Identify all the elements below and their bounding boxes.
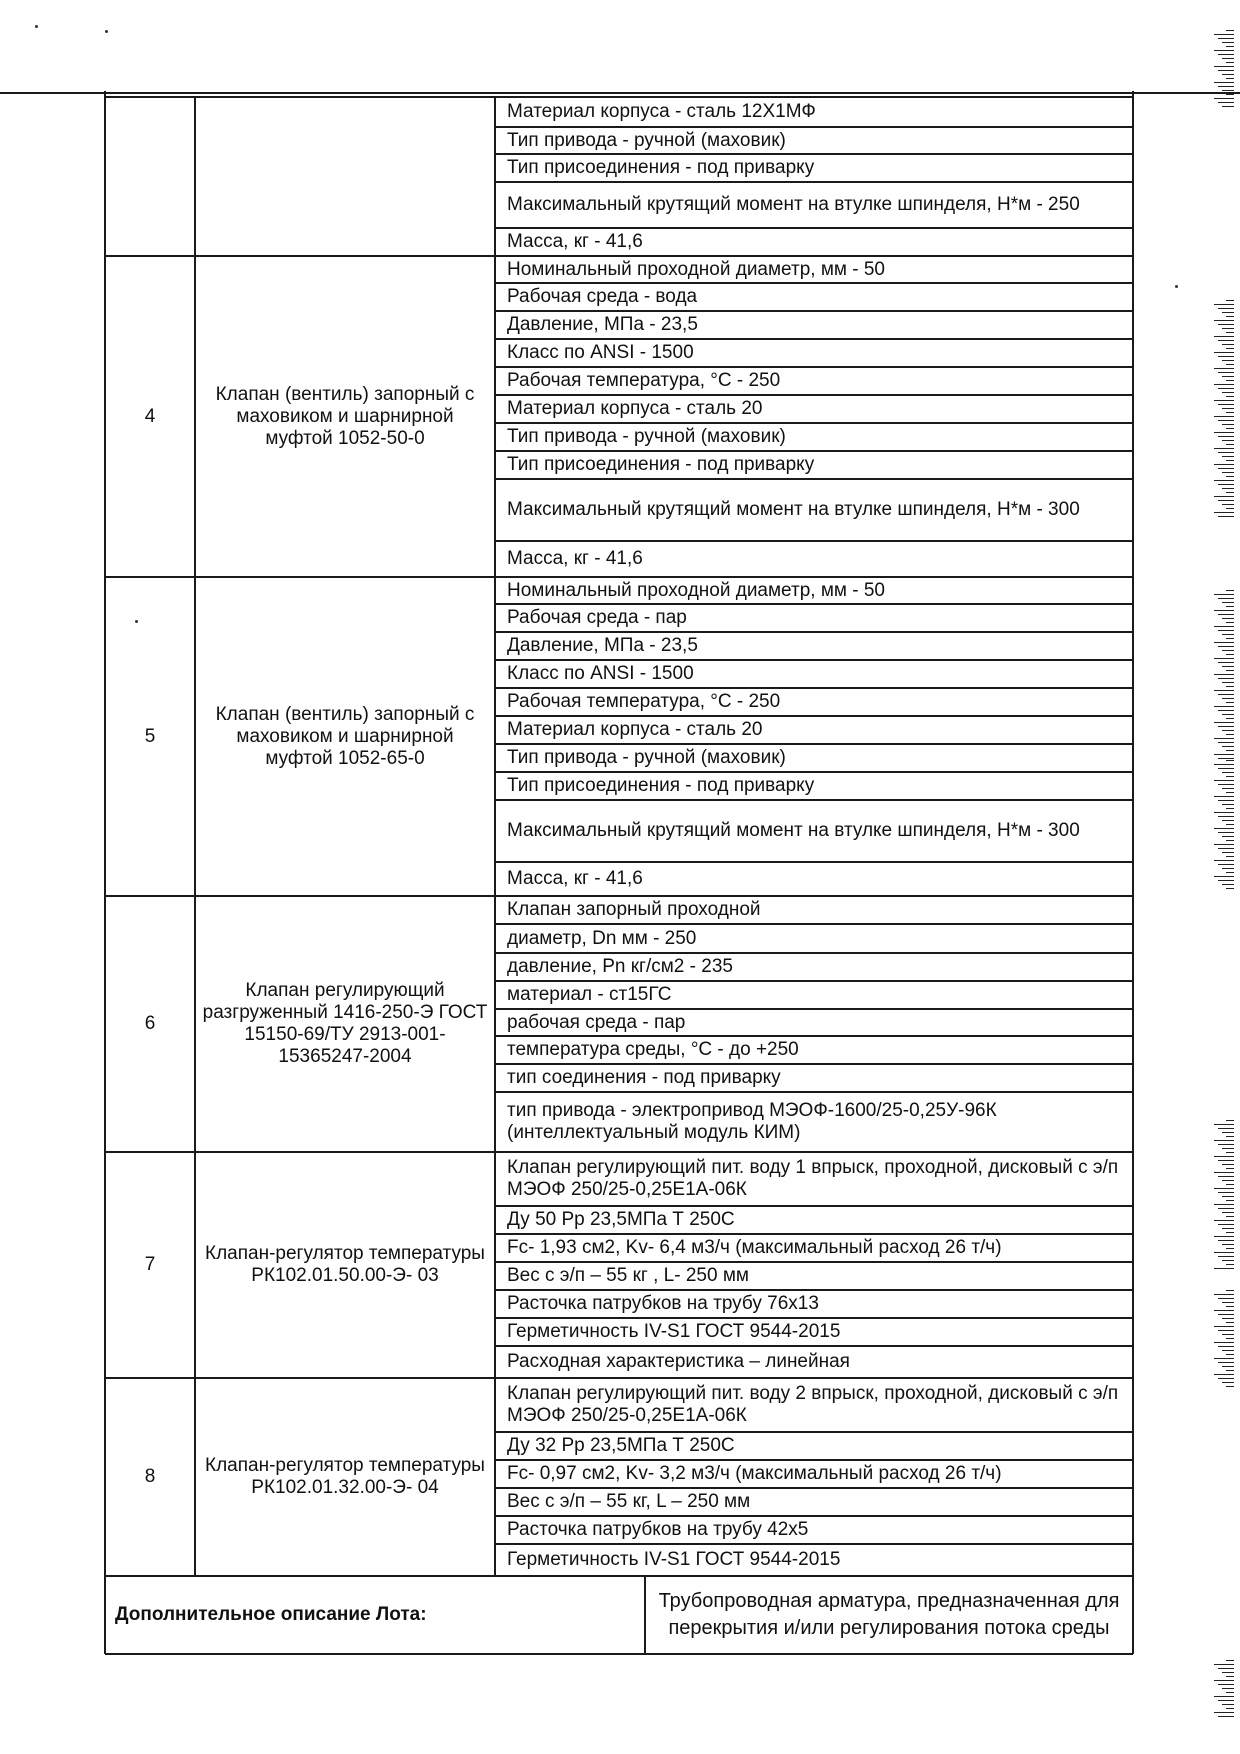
parameter-cell: давление, Pn кг/см2 - 235 (507, 956, 733, 977)
item-name: Клапан-регулятор температуры РК102.01.50.00-Э- 03 (205, 1243, 485, 1286)
row-rule (105, 1377, 1133, 1379)
scan-barcode-mark (1210, 760, 1234, 890)
parameter-cell: Масса, кг - 41,6 (507, 231, 643, 252)
parameter-cell: Номинальный проходной диаметр, мм - 50 (507, 258, 885, 280)
parameter-cell: Вес с э/п – 55 кг, L – 250 мм (507, 1491, 751, 1512)
row-rule (105, 255, 1133, 257)
parameter-rule (495, 540, 1133, 542)
scan-barcode-mark (1210, 30, 1234, 110)
scan-barcode-mark (1210, 1290, 1234, 1390)
scan-speck (1175, 285, 1178, 288)
row-number: 8 (144, 1466, 156, 1487)
scan-line (0, 92, 1240, 94)
parameter-cell: Расходная характеристика – линейная (507, 1351, 850, 1372)
parameter-rule (495, 659, 1133, 661)
item-name: Клапан (вентиль) запорный с маховиком и шарнирной муфтой 1052-50-0 (215, 383, 475, 449)
scan-barcode-mark (1210, 1660, 1234, 1720)
parameter-cell: Номинальный проходной диаметр, мм - 50 (507, 579, 885, 601)
parameter-rule (495, 310, 1133, 312)
parameter-rule (495, 1317, 1133, 1319)
row-rule (105, 1151, 1133, 1153)
row-number: 5 (144, 725, 156, 747)
parameter-cell: Рабочая температура, °С - 250 (507, 370, 781, 391)
item-name: Клапан (вентиль) запорный с маховиком и шарнирной муфтой 1052-65-0 (215, 703, 475, 769)
parameter-rule (495, 631, 1133, 633)
parameter-cell: Вес с э/п – 55 кг , L- 250 мм (507, 1265, 749, 1286)
parameter-rule (495, 338, 1133, 340)
parameter-cell: Максимальный крутящий момент на втулке шпинделя, Н*м - 250 (507, 194, 1080, 215)
parameter-rule (495, 1459, 1133, 1461)
parameter-cell: тип привода - электропривод МЭОФ-1600/25-0,25У-96К (интеллектуальный модуль КИМ) (507, 1100, 997, 1143)
parameter-cell: температура среды, °С - до +250 (507, 1039, 799, 1060)
parameter-cell: Тип привода - ручной (маховик) (507, 426, 786, 447)
parameter-rule (495, 1515, 1133, 1517)
table-left-rule (104, 91, 106, 1654)
parameter-rule (495, 1261, 1133, 1263)
scan-barcode-mark (1210, 1120, 1234, 1270)
parameter-rule (495, 181, 1133, 183)
parameter-cell: Рабочая среда - пар (507, 607, 687, 628)
parameter-cell: материал - ст15ГС (507, 984, 672, 1005)
parameter-cell: Герметичность IV-S1 ГОСТ 9544-2015 (507, 1549, 841, 1570)
parameter-cell: Тип присоединения - под приварку (507, 454, 815, 475)
parameter-cell: Класс по ANSI - 1500 (507, 342, 694, 363)
table-col-rule (494, 97, 496, 1576)
parameter-cell: Тип привода - ручной (маховик) (507, 129, 786, 151)
parameter-rule (495, 1205, 1133, 1207)
parameter-cell: рабочая среда - пар (507, 1011, 686, 1033)
parameter-rule (495, 1233, 1133, 1235)
scan-barcode-mark (1210, 590, 1234, 760)
parameter-rule (495, 153, 1133, 155)
parameter-rule (495, 771, 1133, 773)
parameter-cell: диаметр, Dn мм - 250 (507, 927, 697, 949)
parameter-cell: Рабочая температура, °С - 250 (507, 691, 781, 712)
parameter-cell: Давление, МПа - 23,5 (507, 314, 698, 335)
parameter-rule (495, 1091, 1133, 1093)
parameter-rule (495, 1431, 1133, 1433)
parameter-cell: Материал корпуса - сталь 12Х1МФ (507, 101, 816, 122)
row-rule (105, 895, 1133, 897)
table-right-rule (1132, 91, 1134, 1654)
parameter-rule (495, 394, 1133, 396)
parameter-cell: Масса, кг - 41,6 (507, 548, 643, 569)
parameter-cell: Герметичность IV-S1 ГОСТ 9544-2015 (507, 1321, 841, 1342)
parameter-rule (495, 1063, 1133, 1065)
parameter-cell: Максимальный крутящий момент на втулке шпинделя, Н*м - 300 (507, 499, 1080, 520)
parameter-cell: Максимальный крутящий момент на втулке шпинделя, Н*м - 300 (507, 820, 1080, 841)
lot-description-value: Трубопроводная арматура, предназначенная для перекрытия и/или регулирования потока среды (658, 1590, 1120, 1639)
table-col-rule (194, 97, 196, 1576)
parameter-cell: Тип привода - ручной (маховик) (507, 747, 786, 768)
row-number: 4 (144, 405, 156, 427)
parameter-cell: Клапан регулирующий пит. воду 1 впрыск, проходной, дисковый с э/п МЭОФ 250/25-0,25Е1А-06К (507, 1157, 1119, 1200)
item-name (195, 97, 495, 256)
parameter-rule (495, 227, 1133, 229)
item-name: Клапан регулирующий разгруженный 1416-250-Э ГОСТ 15150-69/ТУ 2913-001-15365247-2004 (202, 980, 488, 1067)
parameter-cell: Рабочая среда - вода (507, 286, 698, 307)
parameter-cell: Fc- 1,93 см2, Kv- 6,4 м3/ч (максимальный расход 26 т/ч) (507, 1237, 1002, 1258)
scan-speck (35, 25, 38, 28)
parameter-rule (495, 799, 1133, 801)
row-number: 7 (144, 1254, 156, 1275)
parameter-rule (495, 422, 1133, 424)
parameter-rule (495, 1008, 1133, 1010)
parameter-cell: Материал корпуса - сталь 20 (507, 719, 763, 740)
parameter-rule (495, 366, 1133, 368)
parameter-cell: Класс по ANSI - 1500 (507, 663, 694, 684)
parameter-rule (495, 687, 1133, 689)
row-rule (105, 576, 1133, 578)
row-number (105, 97, 195, 256)
table-top-rule (105, 96, 1133, 98)
lot-description-label: Дополнительное описание Лота: (115, 1604, 427, 1625)
parameter-cell: Ду 32 Рр 23,5МПа Т 250С (507, 1435, 735, 1456)
parameter-cell: Тип присоединения - под приварку (507, 157, 815, 178)
row-number: 6 (144, 1013, 156, 1034)
scan-speck (135, 620, 138, 623)
parameter-cell: Тип присоединения - под приварку (507, 775, 815, 796)
parameter-cell: Расточка патрубков на трубу 76х13 (507, 1293, 819, 1314)
parameter-cell: тип соединения - под приварку (507, 1067, 781, 1088)
parameter-rule (495, 952, 1133, 954)
parameter-rule (495, 923, 1133, 925)
parameter-rule (495, 1487, 1133, 1489)
parameter-cell: Клапан запорный проходной (507, 899, 761, 920)
parameter-rule (495, 1543, 1133, 1545)
parameter-rule (495, 1289, 1133, 1291)
parameter-rule (495, 603, 1133, 605)
parameter-rule (495, 282, 1133, 284)
parameter-rule (495, 1035, 1133, 1037)
scan-barcode-mark (1210, 300, 1234, 520)
parameter-rule (495, 450, 1133, 452)
parameter-cell: Материал корпуса - сталь 20 (507, 398, 763, 419)
parameter-cell: Расточка патрубков на трубу 42х5 (507, 1519, 809, 1540)
parameter-cell: Масса, кг - 41,6 (507, 868, 643, 889)
parameter-cell: Fc- 0,97 см2, Kv- 3,2 м3/ч (максимальный расход 26 т/ч) (507, 1463, 1002, 1484)
parameter-cell: Давление, МПа - 23,5 (507, 635, 698, 656)
item-name: Клапан-регулятор температуры РК102.01.32.00-Э- 04 (205, 1455, 485, 1498)
parameter-rule (495, 980, 1133, 982)
parameter-cell: Клапан регулирующий пит. воду 2 впрыск, проходной, дисковый с э/п МЭОФ 250/25-0,25Е1А-06К (507, 1383, 1119, 1426)
parameter-cell: Ду 50 Рр 23,5МПа Т 250С (507, 1209, 735, 1230)
parameter-rule (495, 715, 1133, 717)
parameter-rule (495, 743, 1133, 745)
parameter-rule (495, 478, 1133, 480)
parameter-rule (495, 126, 1133, 128)
parameter-rule (495, 861, 1133, 863)
parameter-rule (495, 1345, 1133, 1347)
scan-speck (105, 30, 108, 33)
